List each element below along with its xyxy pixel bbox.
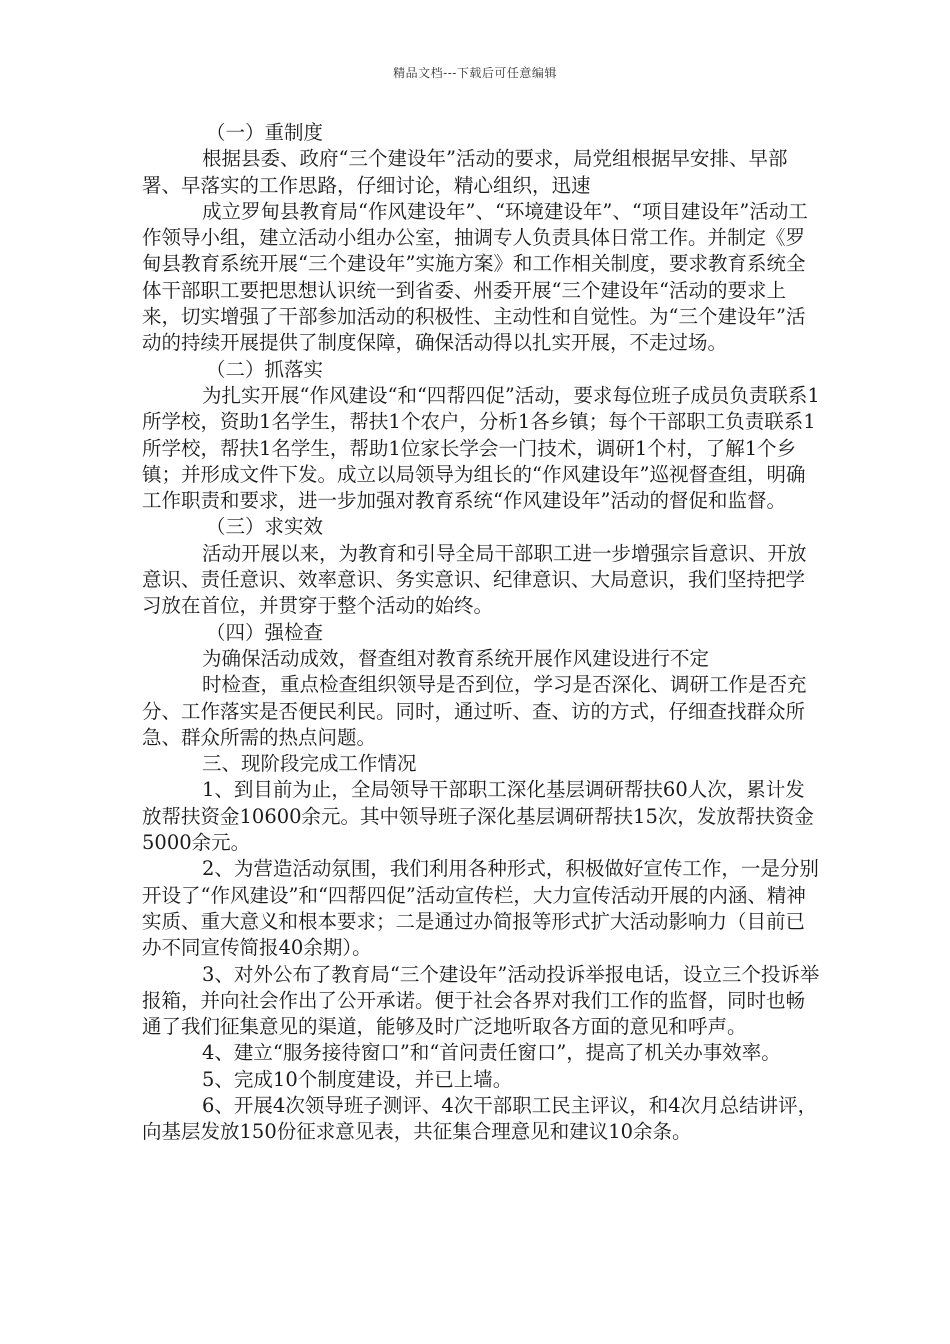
section-heading-3: （三）求实效: [206, 515, 324, 539]
paragraph: 成立罗甸县教育局“作风建设年”、“环境建设年”、“项目建设年”活动工作领导小组，建立活动小组办公室，抽调专人负责具体日常工作。并制定《罗甸县教育系统开展“三个建设年”实施方案》和工作相关制度，要求教育系统全体干部职工要把思想认识统一到省委、州委开展“三个建设年“活动的要求上来，切实增强了干部参加活动的积极性、主动性和自觉性。为“三个建设年”活动的持续开展提供了制度保障，确保活动得以扎实开展，不走过场。: [142, 199, 808, 355]
list-item: 3、对外公布了教育局“三个建设年”活动投诉举报电话，设立三个投诉举报箱，并向社会作出了公开承诺。便于社会各界对我们工作的监督，同时也畅通了我们征集意见的渠道，能够及时广泛地听取各方面的意见和呼声。: [142, 962, 820, 1039]
list-item: 6、开展4次领导班子测评、4次干部职工民主评议，和4次月总结讲评，向基层发放150份征求意见表，共征集合理意见和建议10余条。: [142, 1093, 818, 1144]
section-heading-main: 三、现阶段完成工作情况: [202, 752, 417, 776]
paragraph: 活动开展以来，为教育和引导全局干部职工进一步增强宗旨意识、开放意识、责任意识、效率意识、务实意识、纪律意识、大局意识，我们坚持把学习放在首位，并贯穿于整个活动的始终。: [142, 541, 807, 618]
paragraph: 为扎实开展“作风建设“和“四帮四促”活动，要求每位班子成员负责联系1所学校，资助1名学生，帮扶1个农户，分析1各乡镇；每个干部职工负责联系1所学校，帮扶1名学生，帮助1位家长学会一门技术，调研1个村，了解1个乡镇；并形成文件下发。成立以局领导为组长的“作风建设年”巡视督查组，明确工作职责和要求，进一步加强对教育系统“作风建设年”活动的督促和监督。: [142, 383, 820, 513]
paragraph: 时检查，重点检查组织领导是否到位，学习是否深化、调研工作是否充分、工作落实是否便民利民。同时，通过听、查、访的方式，仔细查找群众所急、群众所需的热点问题。: [142, 673, 807, 749]
section-heading-1: （一）重制度: [206, 121, 324, 144]
list-item: 1、到目前为止，全局领导干部职工深化基层调研帮扶60人次，累计发放帮扶资金10600余元。其中领导班子深化基层调研帮扶15次，发放帮扶资金5000余元。: [142, 778, 814, 855]
paragraph: 为确保活动成效，督查组对教育系统开展作风建设进行不定: [202, 646, 710, 670]
list-item: 5、完成10个制度建设，并已上墙。: [202, 1067, 513, 1091]
page-header: 精品文档---下载后可任意编辑: [393, 66, 557, 80]
section-heading-4: （四）强检查: [206, 620, 324, 644]
list-item: 2、为营造活动氛围，我们利用各种形式，积极做好宣传工作，一是分别开设了“作风建设”和“四帮四促”活动宣传栏，大力宣传活动开展的内涵、精神实质、重大意义和根本要求；二是通过办简报等形式扩大活动影响力（目前已办不同宣传简报40余期）。: [142, 857, 819, 960]
list-item: 4、建立“服务接待窗口”和“首问责任窗口”，提高了机关办事效率。: [202, 1041, 781, 1065]
document-body: [142, 120, 822, 1146]
paragraph: 根据县委、政府“三个建设年”活动的要求，局党组根据早安排、早部署、早落实的工作思路，仔细讨论，精心组织，迅速: [142, 147, 788, 197]
section-heading-2: （二）抓落实: [206, 357, 324, 381]
